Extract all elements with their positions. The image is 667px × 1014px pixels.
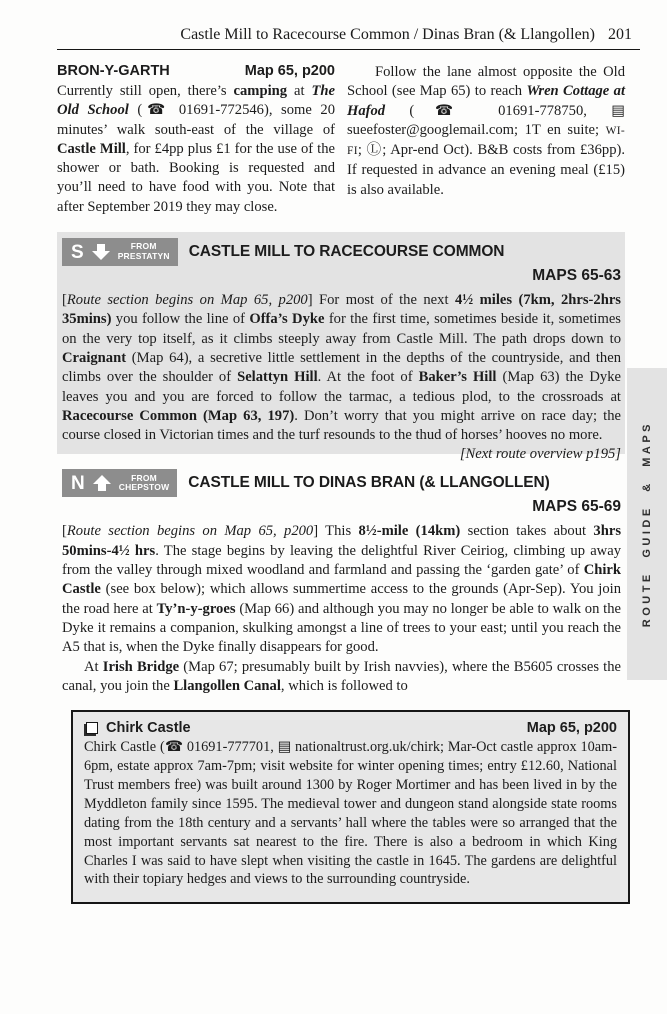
section-north-body-p1: [Route section begins on Map 65, p200] This 8½-mile (14km) section takes about 3hrs 50mins-4½ hrs. The stage begins by leaving the delightful River Ceiriog, climbing up away from the valley through mixed woodland and farmland and passing the ‘garden gate’ of Chirk Castle (see box below); which allows summertime access to the grounds (Apr-Sep). You join the road here at Ty’n-y-groes (Map 66) and although you may no longer be able to walk on the Dyke it remains a companion, skulking amongst a line of trees to your east; until you reach the A5 that is, when the Dyke finally disappears for good. bbox=[62, 523, 622, 656]
direction-letter-north: N bbox=[71, 472, 85, 494]
section-south-maps: MAPS 65-63 bbox=[532, 267, 621, 285]
direction-letter-south: S bbox=[71, 241, 84, 263]
chirk-castle-box bbox=[71, 710, 630, 904]
section-south-title: CASTLE MILL TO RACECOURSE COMMON bbox=[188, 243, 505, 261]
running-header bbox=[57, 26, 632, 44]
section-south-body: [Route section begins on Map 65, p200] For most of the next 4½ miles (7km, 2hrs-2hrs 35mins) you follow the line of Offa’s Dyke for the first time, sometimes beside it, sometimes on the very top itself, as it climbs steeply away from Castle Mill. The path drops down to Craignant (Map 64), a secretive little settlement in the depths of the countryside, and then climbs over the shoulder of Selattyn Hill. At the foot of Baker’s Hill (Map 63) the Dyke leaves you and you are forced to follow the tarmac, a tedious plod, to the crossroads at Racecourse Common (Map 63, 197). Don’t worry that you might arrive on race day; the course closed in Victorian times and the turf resounds to the thud of horses’ hooves no more. [Next route overview p195] bbox=[62, 292, 621, 463]
chirk-box-heading-row bbox=[84, 720, 617, 736]
section-north bbox=[57, 469, 625, 696]
accommodation-paragraph-left: Currently still open, there’s camping at The Old School (☎ 01691-772546), some 20 minutes’ walk south-east of the village of Castle Mill, for £4pp plus £1 for the use of the shower or bath. Booking is requested and you’ll need to have food with you. Note that after September 2019 they may close. bbox=[57, 83, 335, 215]
accommodation-map-ref: Map 65, p200 bbox=[244, 63, 335, 79]
accommodation-paragraph-right: Follow the lane almost opposite the Old School (see Map 65) to reach Wren Cottage at Hafod (☎ 01691-778750, ▤ sueefoster@googlemail.com; 1T en suite; WI-FI; Ⓛ; Apr-end Oct). B&B costs from £36pp). If requested in advance an evening meal (£15) is also available. bbox=[347, 64, 625, 198]
section-north-heading-row bbox=[62, 469, 621, 497]
accommodation-heading: BRON-Y-GARTH bbox=[57, 63, 170, 79]
section-south bbox=[57, 232, 625, 463]
badge-origin-north bbox=[119, 474, 170, 494]
section-south-heading-row bbox=[62, 238, 621, 266]
header-title: Castle Mill to Racecourse Common / Dinas Bran (& Llangollen) bbox=[180, 26, 595, 43]
route-guide-maps-tab bbox=[627, 368, 667, 680]
chirk-box-body: Chirk Castle (☎ 01691-777701, ▤ nationaltrust.org.uk/chirk; Mar-Oct castle approx 10am-6pm, estate approx 7am-7pm; visit website for winter opening times; entry £12.60, National Trust members free) was built around 1300 by Roger Mortimer and has been lived in by the Myddleton family since 1595. The medieval tower and dungeon stand alongside state rooms dating from the 18th century and a servants’ hall where the tables were so arranged that the most important servants sat nearest to the fire. There is also a bedroom in which King Charles I was said to have slept when visiting the castle in 1645. The gardens are delightful with their topiary hedges and views to the surrounding countryside. bbox=[84, 739, 617, 888]
box-symbol-icon bbox=[86, 722, 98, 734]
right-column bbox=[347, 63, 625, 217]
south-arrow-icon bbox=[92, 244, 110, 260]
route-guide-maps-label: ROUTE GUIDE & MAPS bbox=[641, 420, 653, 628]
accommodation-heading-row bbox=[57, 63, 335, 79]
chirk-box-title-group bbox=[84, 720, 191, 736]
chirk-box-title: Chirk Castle bbox=[106, 720, 191, 737]
accommodation-columns bbox=[57, 63, 625, 217]
chirk-box-map-ref: Map 65, p200 bbox=[526, 720, 617, 737]
badge-origin-south bbox=[118, 242, 170, 262]
badge-from-label: FROM bbox=[130, 241, 157, 252]
direction-badge-north bbox=[62, 469, 177, 497]
section-north-title: CASTLE MILL TO DINAS BRAN (& LLANGOLLEN) bbox=[188, 474, 550, 492]
section-north-maps: MAPS 65-69 bbox=[532, 498, 621, 516]
badge-from-label: FROM bbox=[131, 472, 157, 483]
badge-origin-label: CHEPSTOW bbox=[118, 482, 170, 493]
north-arrow-icon bbox=[93, 475, 111, 491]
section-north-body-p2: At Irish Bridge (Map 67; presumably built by Irish navvies), where the B5605 crosses the canal, you join the Llangollen Canal, which is followed to bbox=[62, 658, 622, 694]
left-column bbox=[57, 63, 335, 217]
direction-badge-south bbox=[62, 238, 178, 266]
header-rule bbox=[57, 49, 640, 50]
badge-origin-label: PRESTATYN bbox=[117, 251, 170, 262]
page-number: 201 bbox=[608, 26, 632, 43]
